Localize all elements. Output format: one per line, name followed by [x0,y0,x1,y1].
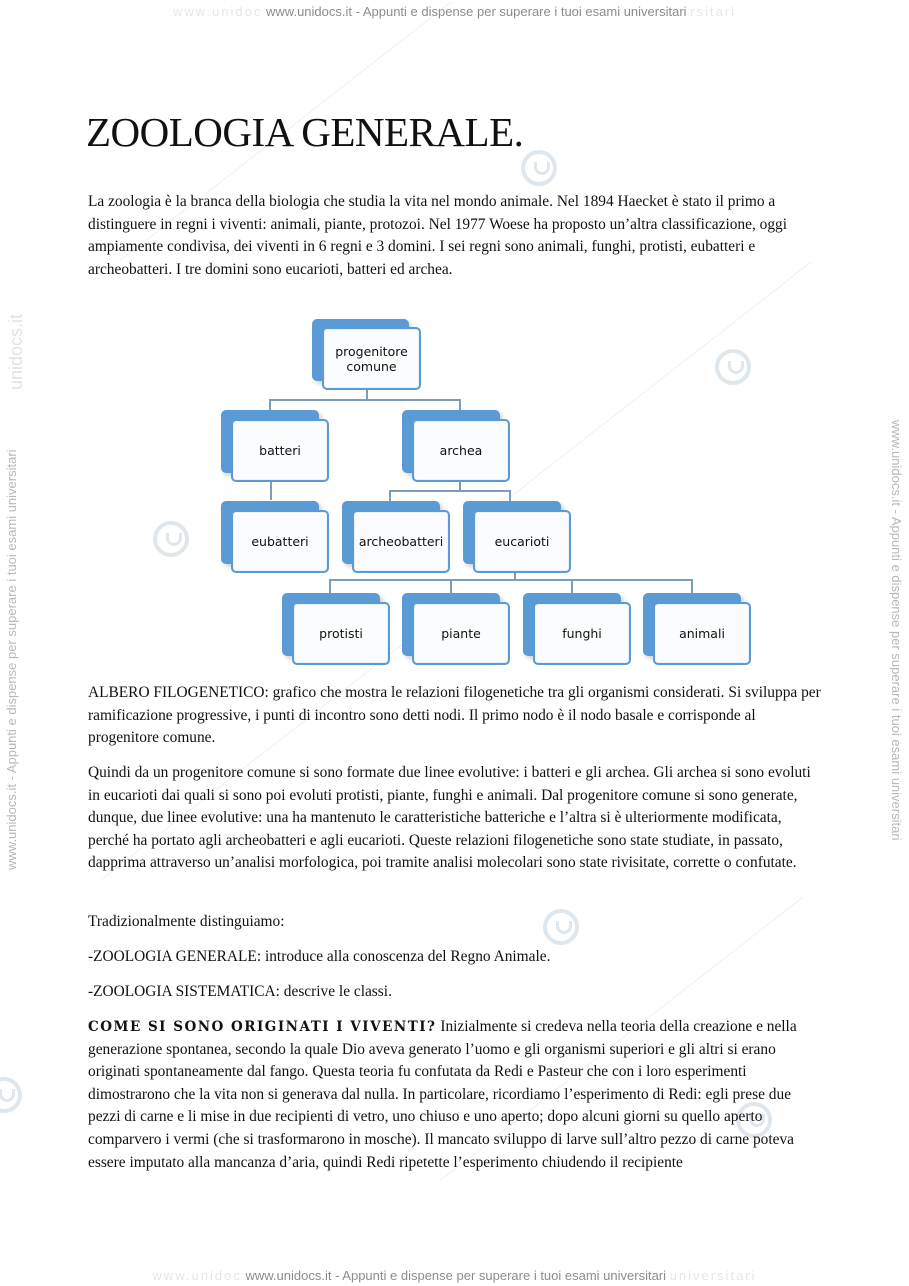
node-label: batteri [259,443,301,458]
zoologia-generale-line: -ZOOLOGIA GENERALE: introduce alla conoscenza del Regno Animale. [88,948,551,965]
node-label: protisti [319,626,363,641]
footer-ghost-right: universitari [669,1268,757,1283]
node-label: funghi [562,626,602,641]
footer-watermark-text: www.unidocs.it - Appunti e dispense per superare i tuoi esami universitari [245,1268,667,1283]
node-funghi [533,602,631,665]
node-animali [653,602,751,665]
zoologia-sistematica-line: -ZOOLOGIA SISTEMATICA: descrive le classi. [88,983,392,1000]
page-title: ZOOLOGIA GENERALE. [86,109,524,155]
footer-watermark [0,1268,909,1283]
node-protisti [292,602,390,665]
header-ghost-right: rsitari [690,4,736,19]
intro-paragraph: La zoologia è la branca della biologia che studia la vita nel mondo animale. Nel 1894 Haecket è stato il primo a distinguere in regni i viventi: animali, piante, protozoi. Nel 1977 Woese ha proposto un’altra classificazione, oggi ampiamente condivisa, dei viventi in 6 regni e 3 domini. I sei regni sono animali, funghi, protisti, eubatteri e archeobatteri. I tre domini sono eucarioti, batteri ed archea. [88,193,787,278]
node-label: archea [439,443,483,458]
come-text: Inizialmente si credeva nella teoria della creazione e nella generazione spontanea, secondo la quale Dio aveva generato l’uomo e gli organismi superiori e gli altri si erano originati spontaneamente dal fango. Questa teoria fu confutata da Redi e Pasteur che con i loro esperimenti dimostrarono che la vita non si generava dal nulla. In particolare, ricordiamo l’esperimento di Redi: egli prese due pezzi di carne e li mise in due recipienti di vetro, uno chiuso e uno aperto; dopo alcuni giorni su quello aperto comparvero i vermi (che si trasformarono in mosche). Il mancato sviluppo di larve sull’altro pezzo di carne poteva essere imputato alla mancanza d’aria, quindi Redi ripetette l’esperimento chiudendo il recipiente [88,1018,797,1171]
footer-ghost-left: www.unidoc [152,1268,242,1283]
quindi-paragraph: Quindi da un progenitore comune si sono formate due linee evolutive: i batteri e gli archea. Gli archea si sono evoluti in eucarioti dai quali si sono poi evoluti protisti, piante, funghi e animali. Dal progenitore comune si sono generate, dunque, due linee evolutive: una ha mantenuto le caratteristiche batteriche e l’altra si è ulteriormente modificata, perché ha portato agli archeobatteri e agli eucarioti. Queste relazioni filogenetiche sono state studiate, in passato, dapprima attraverso un’analisi morfologica, poi tramite analisi molecolari sono state rivisitate, corrette o confutate. [88,764,811,872]
tradizionalmente-paragraph: Tradizionalmente distinguiamo: [88,913,285,930]
node-label: eucarioti [494,534,550,549]
connector-eucarioti [330,572,692,593]
node-piante [412,602,510,665]
node-eucarioti [473,510,571,573]
node-label: animali [679,626,725,641]
node-archea [412,419,510,482]
node-progenitore-comune [322,327,421,390]
node-label: eubatteri [251,534,309,549]
come-paragraph [88,1016,823,1174]
left-side-watermark: www.unidocs.it - Appunti e dispense per superare i tuoi esami universitari [4,449,19,870]
albero-paragraph: ALBERO FILOGENETICO: grafico che mostra le relazioni filogenetiche tra gli organismi considerati. Si sviluppa per ramificazione progressive, i punti di incontro sono detti nodi. Il primo nodo è il nodo basale e corrisponde al progenitore comune. [88,684,821,747]
right-side-watermark: www.unidocs.it - Appunti e dispense per superare i tuoi esami universitari [889,420,904,841]
node-eubatteri [231,510,329,573]
node-label: progenitore comune [335,343,408,374]
node-batteri [231,419,329,482]
left-brand-watermark: unidocs.it [6,313,26,390]
header-ghost-left: www.unidoc [173,4,263,19]
node-label: archeobatteri [358,534,444,549]
header-watermark-text: www.unidocs.it - Appunti e dispense per superare i tuoi esami universitari [266,4,687,19]
node-label: piante [441,626,481,641]
connector-archea [390,482,510,501]
watermark-logo-icon [0,1077,22,1113]
come-heading: COME SI SONO ORIGINATI I VIVENTI? [88,1019,437,1035]
node-archeobatteri [352,510,450,573]
connector-root [270,389,460,410]
